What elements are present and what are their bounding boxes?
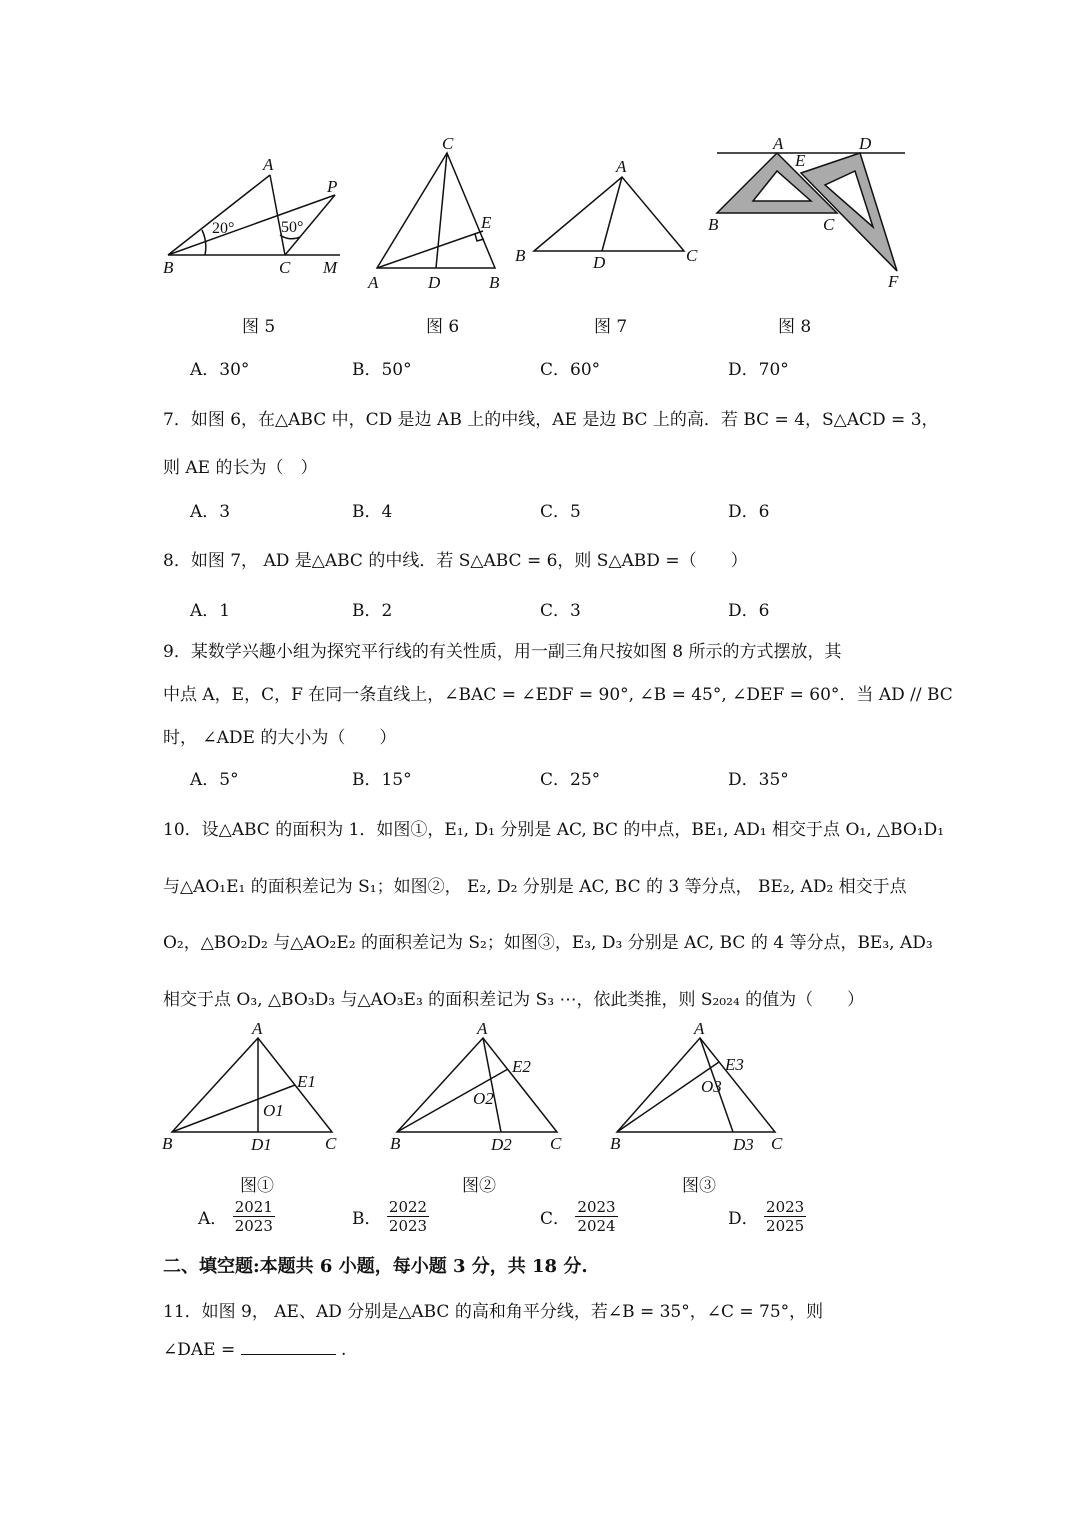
- q10-option-b-letter: B．: [352, 1209, 382, 1229]
- q10-option-d-fraction: [764, 1198, 806, 1235]
- q10-option-d: [728, 1198, 806, 1235]
- q9-option-a: A．5°: [190, 770, 239, 790]
- fig10-2-label-D2: D2: [491, 1135, 512, 1154]
- q10-option-c-fraction: [575, 1198, 617, 1235]
- fig7-label-C: C: [686, 246, 698, 265]
- fig8-label-F: F: [888, 272, 899, 291]
- q10-option-d-numerator: 2023: [766, 1198, 805, 1216]
- fig10-2-label-E2: E2: [512, 1057, 531, 1076]
- q8-option-b: B．2: [352, 601, 393, 621]
- q10-option-a-letter: A．: [198, 1209, 228, 1229]
- fig5-caption: 图 5: [242, 317, 276, 337]
- fig10-2-label-B: B: [390, 1134, 401, 1153]
- q10-line-1: 10．设△ABC 的面积为 1．如图①，E₁, D₁ 分别是 AC, BC 的中点，BE₁, AD₁ 相交于点 O₁, △BO₁D₁: [163, 820, 945, 840]
- q10-option-c-letter: C．: [540, 1209, 571, 1229]
- fig7-label-B: B: [515, 246, 526, 265]
- q7-line-1: 7．如图 6，在△ABC 中，CD 是边 AB 上的中线，AE 是边 BC 上的高．若 BC = 4，S△ACD = 3，: [163, 410, 939, 430]
- fig8-caption: 图 8: [778, 317, 812, 337]
- q8-option-a: A．1: [190, 601, 231, 621]
- fig10-1-caption: 图①: [240, 1176, 274, 1196]
- q11-prefix: ∠DAE =: [163, 1340, 236, 1360]
- q10-line-4: 相交于点 O₃, △BO₃D₃ 与△AO₃E₃ 的面积差记为 S₃ ⋯，依此类推，则 S₂₀₂₄ 的值为（ ）: [163, 990, 865, 1010]
- fig10-3-label-B: B: [610, 1134, 621, 1153]
- q10-option-b-fraction: [387, 1198, 429, 1235]
- fig8-label-A: A: [773, 134, 784, 153]
- q10-option-a-numerator: 2021: [234, 1198, 273, 1216]
- fig10-1-label-B: B: [162, 1134, 173, 1153]
- fig10-2-label-C: C: [550, 1134, 562, 1153]
- fig10-1-label-D1: D1: [251, 1135, 272, 1154]
- q7-option-b: B．4: [352, 502, 393, 522]
- fig10-1-label-O1: O1: [263, 1101, 284, 1120]
- figure-8: [705, 135, 915, 295]
- q10-option-d-denominator: 2025: [766, 1217, 805, 1235]
- fig10-2-label-A: A: [477, 1019, 488, 1038]
- q11-line-2: [163, 1340, 346, 1360]
- figure-10-3: [605, 1019, 795, 1162]
- q11-line-1: 11．如图 9， AE、AD 分别是△ABC 的高和角平分线，若∠B = 35°，∠C = 75°，则: [163, 1302, 824, 1322]
- fig6-caption: 图 6: [426, 317, 460, 337]
- fig8-label-D: D: [859, 134, 872, 153]
- fig10-3-label-A: A: [694, 1019, 705, 1038]
- q10-option-d-letter: D．: [728, 1209, 759, 1229]
- q9-line-1: 9．某数学兴趣小组为探究平行线的有关性质，用一副三角尺按如图 8 所示的方式摆放，其: [163, 642, 842, 662]
- fig5-label-P: P: [327, 177, 338, 196]
- fig7-caption: 图 7: [594, 317, 628, 337]
- q10-option-b: [352, 1198, 429, 1235]
- fig6-label-D: D: [428, 273, 441, 292]
- fig10-2-label-O2: O2: [473, 1089, 494, 1108]
- fig10-3-label-C: C: [771, 1134, 783, 1153]
- fig6-label-C: C: [442, 134, 454, 153]
- fig6-label-A: A: [368, 273, 379, 292]
- figure-7: [512, 155, 707, 275]
- q10-option-b-denominator: 2023: [388, 1217, 428, 1235]
- q6-option-b: B．50°: [352, 360, 412, 380]
- fig5-label-B: B: [163, 258, 174, 277]
- q7-line-2: 则 AE 的长为（ ）: [163, 458, 318, 478]
- q10-option-a-denominator: 2023: [234, 1217, 273, 1235]
- fig10-2-caption: 图②: [462, 1176, 496, 1196]
- figure-10-1: [160, 1019, 350, 1162]
- fig7-label-D: D: [593, 253, 606, 272]
- q8-option-d: D．6: [728, 601, 770, 621]
- fig6-label-E: E: [481, 213, 492, 232]
- figure-5: [155, 155, 355, 285]
- q6-option-c: C．60°: [540, 360, 601, 380]
- fig8-label-C: C: [823, 215, 835, 234]
- q9-line-3: 时， ∠ADE 的大小为（ ）: [163, 728, 397, 748]
- q10-option-c-denominator: 2024: [577, 1217, 616, 1235]
- fig5-label-C: C: [279, 258, 291, 277]
- fig10-1-label-E1: E1: [297, 1072, 316, 1091]
- fig5-angle-20: 20°: [212, 220, 235, 237]
- fig5-label-M: M: [323, 258, 338, 277]
- q9-option-b: B．15°: [352, 770, 412, 790]
- fig10-3-label-D3: D3: [733, 1135, 754, 1154]
- q11-suffix: .: [341, 1340, 347, 1360]
- q10-option-a-fraction: [233, 1198, 275, 1235]
- q6-option-d: D．70°: [728, 360, 789, 380]
- q6-option-a: A．30°: [190, 360, 250, 380]
- q10-line-2: 与△AO₁E₁ 的面积差记为 S₁；如图②， E₂, D₂ 分别是 AC, BC 的 3 等分点， BE₂, AD₂ 相交于点: [163, 877, 907, 897]
- fig8-label-B: B: [708, 215, 719, 234]
- q8-line-1: 8．如图 7， AD 是△ABC 的中线．若 S△ABC = 6，则 S△ABD =（ ）: [163, 551, 748, 571]
- fig5-angle-50: 50°: [281, 219, 304, 236]
- fig10-3-label-O3: O3: [701, 1077, 722, 1096]
- fig5-label-A: A: [263, 155, 274, 174]
- fig10-1-label-A: A: [252, 1019, 263, 1038]
- q9-option-d: D．35°: [728, 770, 789, 790]
- q7-option-a: A．3: [190, 502, 231, 522]
- fig7-label-A: A: [616, 157, 627, 176]
- q7-option-c: C．5: [540, 502, 581, 522]
- figure-6: [365, 134, 510, 293]
- q8-option-c: C．3: [540, 601, 581, 621]
- q11-answer-blank[interactable]: [241, 1354, 336, 1355]
- figure-10-2: [385, 1019, 575, 1162]
- fig10-3-caption: 图③: [682, 1176, 716, 1196]
- q10-line-3: O₂，△BO₂D₂ 与△AO₂E₂ 的面积差记为 S₂；如图③，E₃, D₃ 分别是 AC, BC 的 4 等分点，BE₃, AD₃: [163, 933, 933, 953]
- q10-option-c-numerator: 2023: [577, 1198, 616, 1216]
- fig8-label-E: E: [795, 151, 806, 170]
- section-2-heading: 二、填空题:本题共 6 小题，每小题 3 分，共 18 分.: [163, 1256, 588, 1277]
- fig6-label-B: B: [489, 273, 500, 292]
- q7-option-d: D．6: [728, 502, 770, 522]
- fig10-1-label-C: C: [325, 1134, 337, 1153]
- q9-option-c: C．25°: [540, 770, 601, 790]
- q10-option-b-numerator: 2022: [388, 1198, 428, 1216]
- q10-option-c: [540, 1198, 618, 1235]
- q10-option-a: [198, 1198, 275, 1235]
- q9-line-2: 中点 A，E，C，F 在同一条直线上，∠BAC = ∠EDF = 90°, ∠B = 45°, ∠DEF = 60°．当 AD // BC: [163, 685, 953, 705]
- fig10-3-label-E3: E3: [725, 1055, 744, 1074]
